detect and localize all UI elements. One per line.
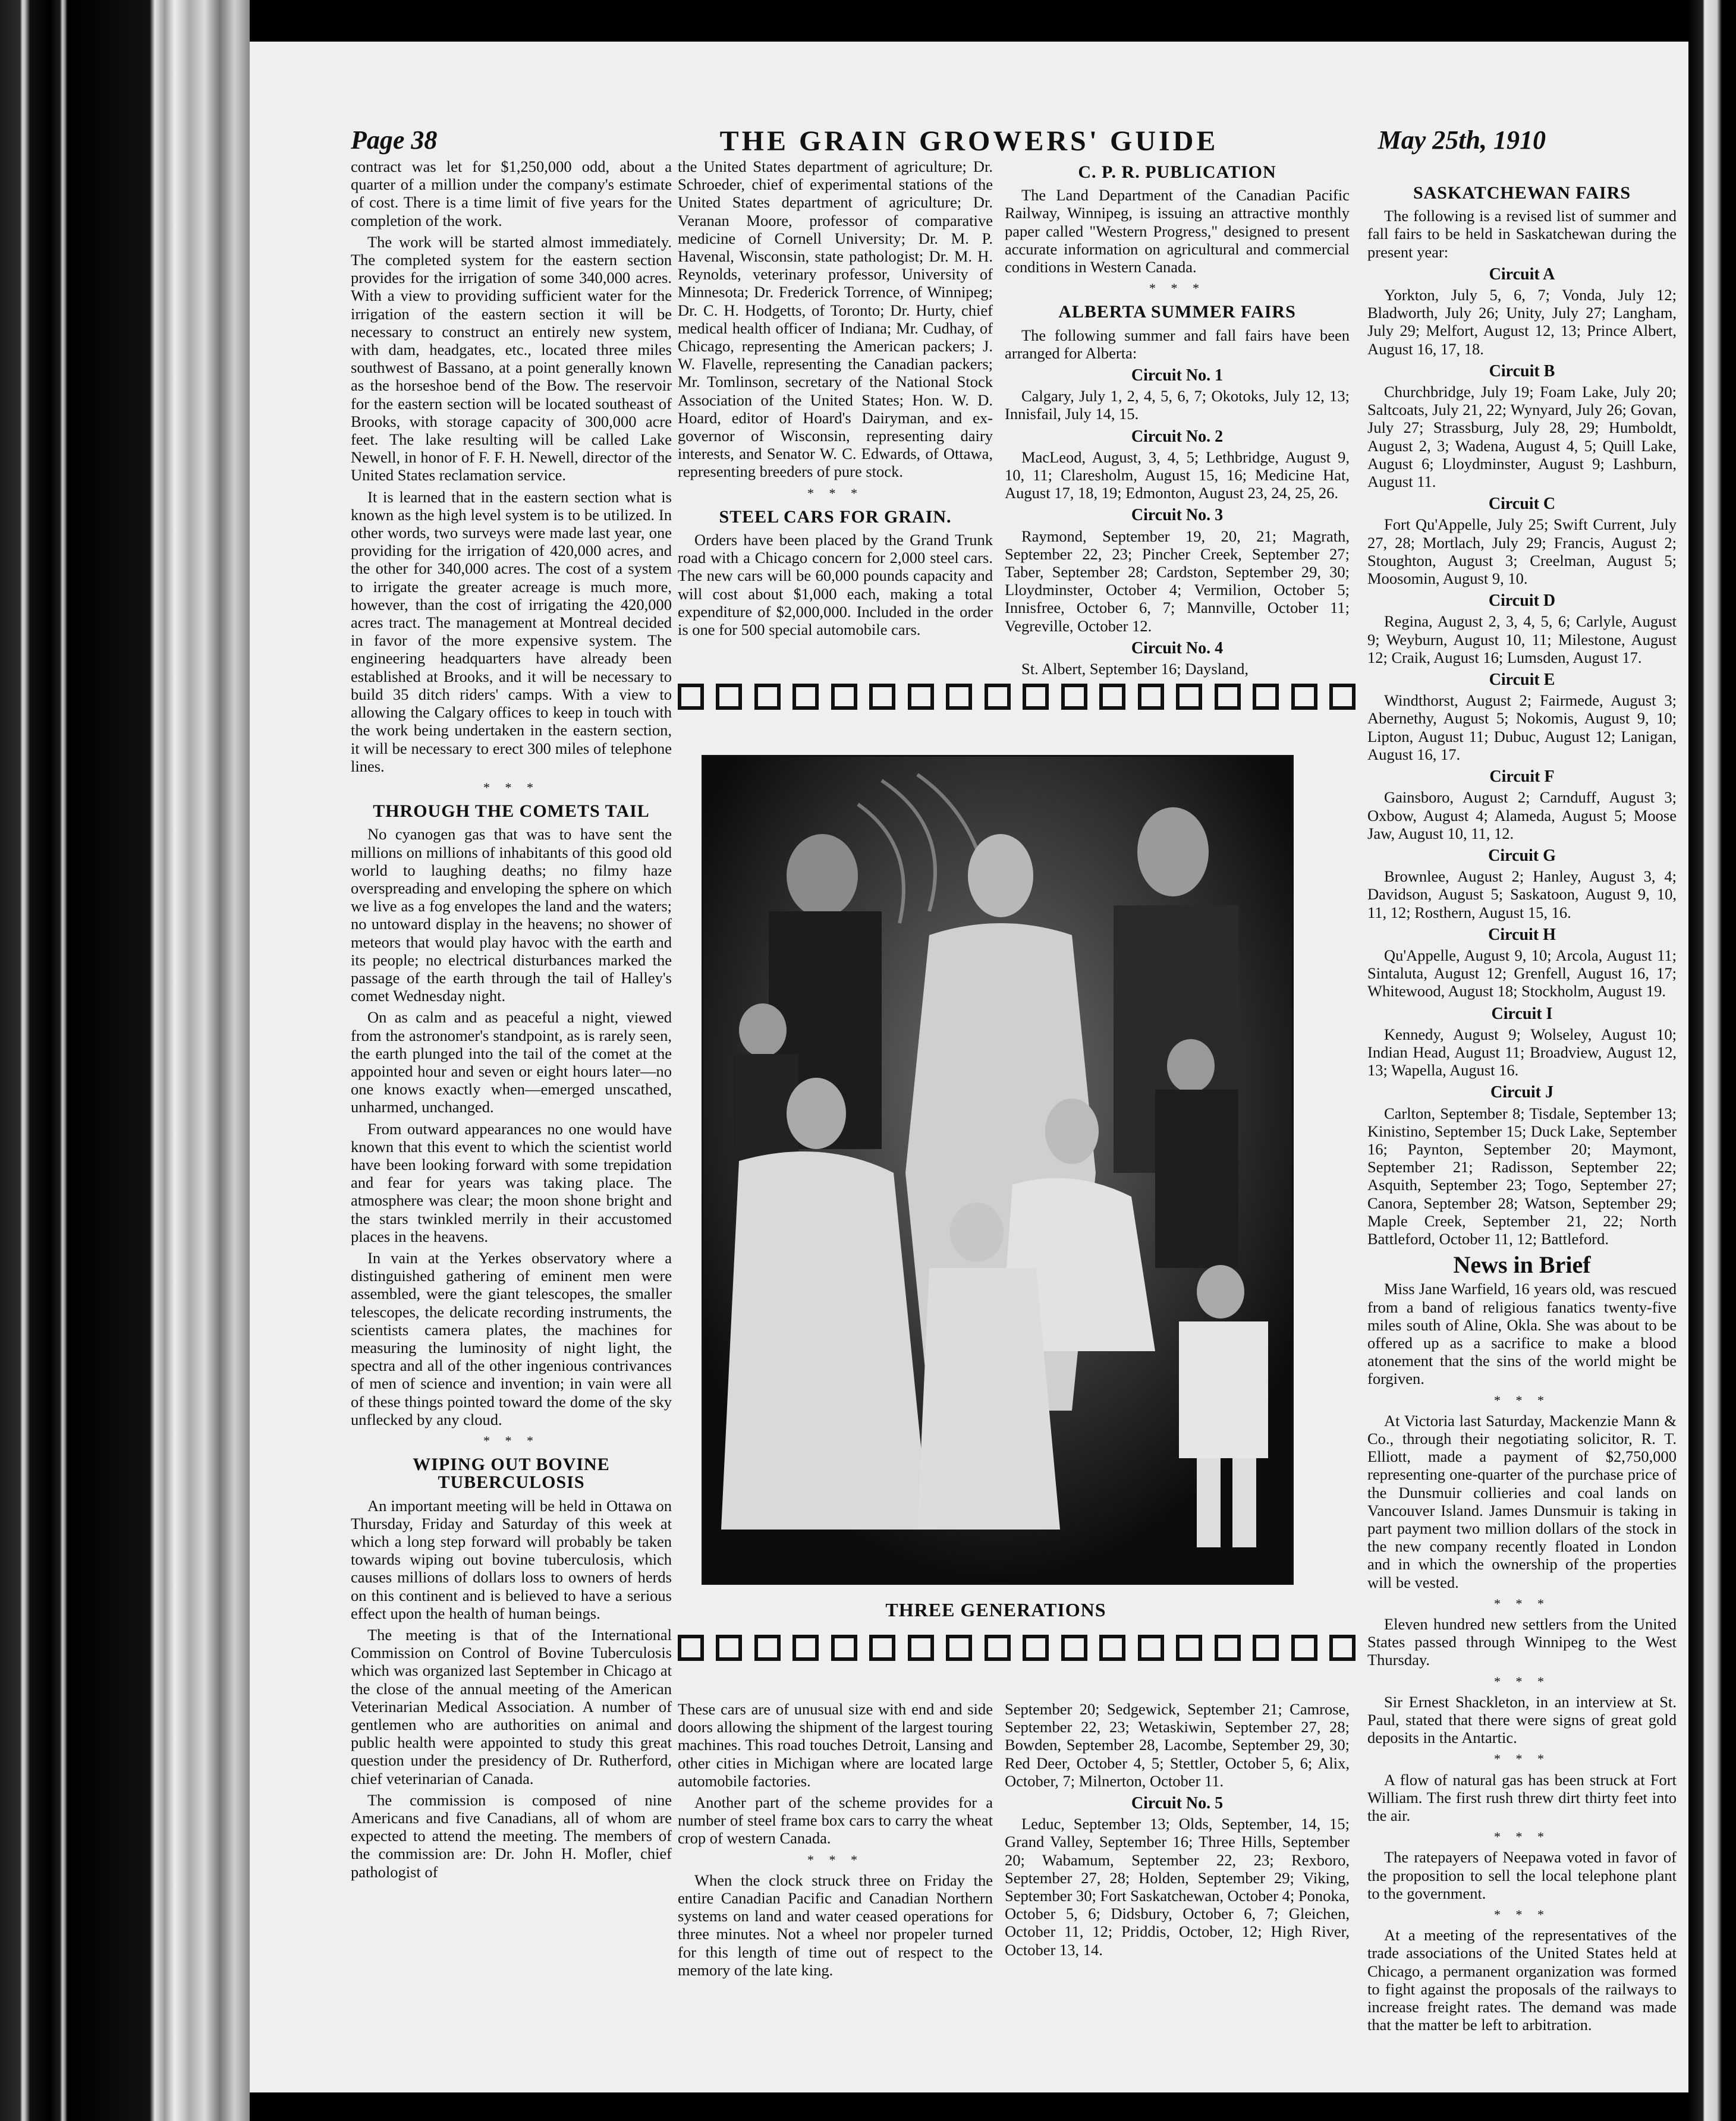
circuit-heading: Circuit No. 5 xyxy=(1131,1794,1224,1813)
news-item: At a meeting of the representatives of the trade associations of the United States held at Chicago, a permanent organization was formed to fight against the proposals of the railways to increase freight rates. The demand was made that the matter be left to arbitration. xyxy=(1367,1926,1677,2034)
circuit-list: Kennedy, August 9; Wolseley, August 10; Indian Head, August 11; Broadview, August 12, 13; Wapella, August 16. xyxy=(1367,1025,1677,1080)
circuit-heading: Circuit B xyxy=(1489,361,1555,380)
circuit-heading: Circuit F xyxy=(1489,767,1555,786)
headline-alberta-fairs: ALBERTA SUMMER FAIRS xyxy=(1058,302,1296,322)
circuit-list: Yorkton, July 5, 6, 7; Vonda, July 12; Bladworth, July 26; Unity, July 27; Langham, July 29; Melfort, August 12, 13; Prince Albert, August 16, 17, 18. xyxy=(1367,286,1677,358)
circuit-list: Qu'Appelle, August 9, 10; Arcola, August 11; Sintaluta, August 12; Grenfell, August 16, 17; Whitewood, August 18; Stockholm, August 19. xyxy=(1367,946,1677,1000)
book-binding xyxy=(0,0,250,2121)
circuit-heading: Circuit No. 4 xyxy=(1131,638,1224,657)
circuit-list: Calgary, July 1, 2, 4, 5, 6, 7; Okotoks, July 12, 13; Innisfail, July 14, 15. xyxy=(1005,387,1350,423)
news-item: Sir Ernest Shackleton, in an interview at St. Paul, stated that there were signs of great gold deposits in the Antartic. xyxy=(1367,1692,1677,1747)
section-ornament: * * * xyxy=(807,485,863,501)
circuit-list: Brownlee, August 2; Hanley, August 3, 4; Davidson, August 5; Saskatoon, August 9, 10, 11, 12; Rosthern, August 15, 16. xyxy=(1367,867,1677,921)
news-item: At Victoria last Saturday, Mackenzie Mann & Co., through their negotiating solicitor, R. T. Elliott, made a payment of $2,750,000 representing one-quarter of the purchase price of the Dunsmuir collieries and coal lands on Vancouver Island. James Dunsmuir is taking in part payment two million dollars of the stock in the new company recently floated in London and in which the ownership of the properties will be vested. xyxy=(1367,1411,1677,1591)
headline-news-in-brief: News in Brief xyxy=(1453,1251,1591,1279)
article-paragraph: The meeting is that of the International Commission on Control of Bovine Tuberculosis which was organized last September in Chicago at the close of the annual meeting of the American Veterinarian Medical Association. A number of gentlemen who are authorities on animal and public health were appointed to study this great question under the presidency of Dr. Rutherford, chief veterinarian of Canada. xyxy=(351,1626,672,1788)
circuit-heading: Circuit H xyxy=(1488,925,1556,944)
circuit-heading: Circuit C xyxy=(1488,495,1556,514)
article-paragraph: the United States department of agriculture; Dr. Schroeder, chief of experimental stations of the United States department of agriculture; Dr. Veranan Moore, professor of comparative medicine of Cornell University; Dr. M. P. Havenal, Wisconsin, state pathologist; Dr. M. H. Reynolds, veterinary professor, University of Minnesota; Dr. Frederick Torrence, of Winnipeg; Dr. C. H. Hodgetts, of Toronto; Dr. Hurty, chief medical health officer of Indiana; Mr. Cudhay, of Chicago, representing the American packers; J. W. Flavelle, representing the Canadian packers; Mr. Tomlinson, secretary of the National Stock Association of the United States; Hon. W. D. Hoard, editor of Hoard's Dairyman, and ex-governor of Wisconsin, representing dairy interests, and Senator W. C. Edwards, of Ottawa, representing breeders of pure stock. xyxy=(678,158,993,481)
news-item: Eleven hundred new settlers from the United States passed through Winnipeg to the West Thursday. xyxy=(1367,1615,1677,1669)
headline-saskatchewan-fairs: SASKATCHEWAN FAIRS xyxy=(1413,183,1631,203)
three-generations-photo xyxy=(702,755,1294,1585)
article-paragraph: Another part of the scheme provides for a number of steel frame box cars to carry the wheat crop of western Canada. xyxy=(678,1793,993,1848)
circuit-list: St. Albert, September 16; Daysland, xyxy=(1021,660,1248,678)
section-ornament: * * * xyxy=(1494,1596,1550,1611)
issue-date: May 25th, 1910 xyxy=(1378,125,1546,155)
circuit-heading: Circuit G xyxy=(1488,846,1556,865)
circuit-list: Gainsboro, August 2; Carnduff, August 3; Oxbow, August 4; Alameda, August 5; Moose Jaw, August 10, 11, 12. xyxy=(1367,788,1677,842)
circuit-heading: Circuit I xyxy=(1491,1004,1553,1023)
circuit-list: September 20; Sedgewick, September 21; Camrose, September 22, 23; Wetaskiwin, September 27, 28; Bowden, September 28, Lacombe, September 29, 30; Red Deer, October 4, 5; Stettler, October 5, 6; Alix, October, 7; Milnerton, October 11. xyxy=(1005,1700,1350,1790)
masthead: THE GRAIN GROWERS' GUIDE xyxy=(719,125,1219,157)
circuit-heading: Circuit J xyxy=(1490,1083,1554,1102)
column-4 xyxy=(1367,178,1677,2081)
ornamental-border-bottom xyxy=(678,1635,1356,1666)
article-paragraph: From outward appearances no one would have known that this event to which the scientist world have been looking forward with some trepidation and fear for years was taking place. The atmosphere was clear; the moon shone bright and the stars twinkled merrily in their accustomed places in the heavens. xyxy=(351,1119,672,1245)
column-6 xyxy=(1005,1700,1350,2081)
headline-bovine: WIPING OUT BOVINE TUBERCULOSIS xyxy=(413,1455,610,1493)
article-paragraph: The commission is composed of nine Americans and five Canadians, all of whom are expected to attend the meeting. The members of the commission are: Dr. John H. Mofler, chief pathologist of xyxy=(351,1790,672,1881)
circuit-list: Leduc, September 13; Olds, September, 14, 15; Grand Valley, September 16; Three Hills, September 20; Wabamum, September 22, 23; Rexboro, September 27, 28; Holden, September 29; Viking, September 30; Fort Saskatchewan, October 4; Ponoka, October 5, 6; Didsbury, October 6, 7; Gleichen, October 11, 12; Priddis, October, 12; High River, October 13, 14. xyxy=(1005,1815,1350,1959)
column-2 xyxy=(678,158,993,693)
article-paragraph: No cyanogen gas that was to have sent the millions on millions of inhabitants of this good old world to laughing deaths; no filmy haze overspreading and enveloping the sphere on which we live as a fog envelopes the land and the waters; no untoward display in the heavens; no shower of meteors that would play havoc with the earth and its people; no electrical disturbances marked the passage of the earth through the tail of Halley's comet Wednesday night. xyxy=(351,825,672,1005)
circuit-heading: Circuit No. 1 xyxy=(1131,366,1224,385)
newspaper-page xyxy=(250,42,1688,2092)
circuit-heading: Circuit A xyxy=(1489,265,1555,284)
article-paragraph: An important meeting will be held in Ottawa on Thursday, Friday and Saturday of this week at which a long step forward will probably be taken towards wiping out bovine tuberculosis, which causes millions of dollars loss to owners of herds on this continent and is believed to have a serious effect upon the health of human beings. xyxy=(351,1496,672,1622)
page-number: Page 38 xyxy=(351,125,438,155)
column-1 xyxy=(351,158,672,2078)
section-ornament: * * * xyxy=(1494,1392,1550,1408)
news-item: The ratepayers of Neepawa voted in favor of the proposition to sell the local telephone plant to the government. xyxy=(1367,1848,1677,1902)
headline-cpr: C. P. R. PUBLICATION xyxy=(1078,162,1276,182)
circuit-heading: Circuit E xyxy=(1489,671,1555,690)
section-ornament: * * * xyxy=(1149,281,1205,296)
article-paragraph: The Land Department of the Canadian Pacific Railway, Winnipeg, is issuing an attractive monthly paper called "Western Progress," designed to present accurate information on agricultural and commercial conditions in Western Canada. xyxy=(1005,186,1350,276)
circuit-list: MacLeod, August, 3, 4, 5; Lethbridge, August 9, 10, 11; Claresholm, August 15, 16; Medicine Hat, August 17, 18, 19; Edmonton, August 23, 24, 25, 26. xyxy=(1005,448,1350,502)
article-paragraph: It is learned that in the eastern section what is known as the high level system is to be utilized. In other words, two surveys were made last year, one providing for the irrigation of 420,000 acres, and the other for 340,000 acres. The cost of a system to irrigate the greater acreage is much more, however, than the cost of irrigating the 420,000 acres tract. The management at Montreal decided in favor of the more expensive system. The engineering headquarters have already been established at Brooks, and it will be necessary to build 35 ditch riders' camps. With a view to allowing the Calgary offices to keep in touch with the work being undertaken in the eastern section, it will be necessary to erect 300 miles of telephone lines. xyxy=(351,487,672,775)
article-paragraph: These cars are of unusual size with end and side doors allowing the shipment of the largest touring machines. This road touches Detroit, Lansing and other cities in Michigan where are located large automobile factories. xyxy=(678,1700,993,1790)
article-paragraph: contract was let for $1,250,000 odd, about a quarter of a million under the company's estimate of cost. There is a time limit of five years for the completion of the work. xyxy=(351,158,672,229)
column-3 xyxy=(1005,158,1350,693)
article-paragraph: The following summer and fall fairs have been arranged for Alberta: xyxy=(1005,326,1350,362)
circuit-list: Raymond, September 19, 20, 21; Magrath, September 22, 23; Pincher Creek, September 27; Taber, September 28; Cardston, September 29, 30; Lloydminster, October 4; Vermilion, October 5; Innisfree, October 6, 7; Mannville, October 11; Vegreville, October 12. xyxy=(1005,527,1350,635)
royal-family-photograph xyxy=(703,757,1292,1583)
section-ornament: * * * xyxy=(1494,1751,1550,1767)
section-ornament: * * * xyxy=(1494,1673,1550,1689)
section-ornament: * * * xyxy=(1494,1829,1550,1845)
circuit-heading: Circuit No. 3 xyxy=(1131,506,1224,525)
headline-steel-cars: STEEL CARS FOR GRAIN. xyxy=(719,506,952,527)
column-5 xyxy=(678,1700,993,2081)
article-paragraph: When the clock struck three on Friday the entire Canadian Pacific and Canadian Northern systems on land and water ceased operations for three minutes. Not a wheel nor propeler turned for this length of time out of respect to the memory of the late king. xyxy=(678,1871,993,1979)
article-paragraph: Orders have been placed by the Grand Trunk road with a Chicago concern for 2,000 steel cars. The new cars will be 60,000 pounds capacity and will cost about $1,000 each, making a total expenditure of $2,000,000. Included in the order is one for 500 special automobile cars. xyxy=(678,531,993,639)
circuit-list: Carlton, September 8; Tisdale, September 13; Kinistino, September 15; Duck Lake, September 16; Paynton, September 20; Maymont, September 21; Radisson, September 22; Asquith, September 23; Togo, September 27; Canora, September 28; Watson, September 29; Maple Creek, September 21, 22; North Battleford, October 11, 12; Battleford. xyxy=(1367,1104,1677,1248)
article-paragraph: On as calm and as peaceful a night, viewed from the astronomer's standpoint, as is rarely seen, the earth plunged into the tail of the comet at the appointed hour and seven or eight hours later—no one knows exactly when—emerged unscathed, unharmed, unchanged. xyxy=(351,1008,672,1116)
circuit-list: Fort Qu'Appelle, July 25; Swift Current, July 27, 28; Mortlach, July 29; Francis, August 2; Stoughton, August 3; Creelman, August 5; Moosomin, August 9, 10. xyxy=(1367,515,1677,588)
ornamental-border-top xyxy=(678,684,1356,715)
section-ornament: * * * xyxy=(483,1433,539,1449)
circuit-list: Regina, August 2, 3, 4, 5, 6; Carlyle, August 9; Weyburn, August 10, 11; Milestone, August 12; Craik, August 16; Lumsden, August 17. xyxy=(1367,612,1677,666)
page-edge xyxy=(1688,0,1736,2121)
section-ornament: * * * xyxy=(1494,1907,1550,1922)
article-paragraph: The following is a revised list of summer and fall fairs to be held in Saskatchewan during the present year: xyxy=(1367,207,1677,261)
circuit-heading: Circuit D xyxy=(1488,591,1556,611)
circuit-list: Windthorst, August 2; Fairmede, August 3; Abernethy, August 5; Nokomis, August 9, 10; Lipton, August 11; Dubuc, August 12; Lanigan, August 16, 17. xyxy=(1367,691,1677,763)
section-ornament: * * * xyxy=(807,1852,863,1867)
news-item: A flow of natural gas has been struck at Fort William. The first rush threw dirt thirty feet into the air. xyxy=(1367,1770,1677,1825)
photo-caption: THREE GENERATIONS xyxy=(885,1599,1106,1620)
article-paragraph: The work will be started almost immediately. The completed system for the eastern section provides for the irrigation of some 340,000 acres. With a view to providing sufficient water for the irrigation of the eastern section it will be necessary to construct an entirely new system, with dam, headgates, etc., located three miles southwest of Bassano, at a point generally known as the horseshoe bend of the Bow. The reservoir for the eastern section will be located southeast of Brooks, with storage capacity of 300,000 acre feet. The lake resulting will be called Lake Newell, in honor of F. F. H. Newell, director of the United States reclamation service. xyxy=(351,232,672,484)
article-paragraph: In vain at the Yerkes observatory where a distinguished gathering of eminent men were assembled, were the giant telescopes, the smaller telescopes, the delicate recording instruments, the scientists camera plates, the machines for measuring the luminosity of night light, the spectra and all of the other ingenious contrivances of men of science and invention; in vain were all of these things pointed toward the dome of the sky unflecked by any cloud. xyxy=(351,1248,672,1428)
circuit-list: Churchbridge, July 19; Foam Lake, July 20; Saltcoats, July 21, 22; Wynyard, July 26; Govan, July 27; Strassburg, July 28, 29; Humboldt, August 2, 3; Wadena, August 4, 5; Quill Lake, August 6; Lloydminster, August 9; Lashburn, August 11. xyxy=(1367,383,1677,491)
headline-comet: THROUGH THE COMETS TAIL xyxy=(373,801,650,822)
circuit-heading: Circuit No. 2 xyxy=(1131,427,1224,446)
section-ornament: * * * xyxy=(483,779,539,795)
news-item: Miss Jane Warfield, 16 years old, was rescued from a band of religious fanatics twenty-five miles south of Aline, Okla. She was about to be offered up as a sacrifice to make a blood atonement that the sins of the world might be forgiven. xyxy=(1367,1280,1677,1388)
